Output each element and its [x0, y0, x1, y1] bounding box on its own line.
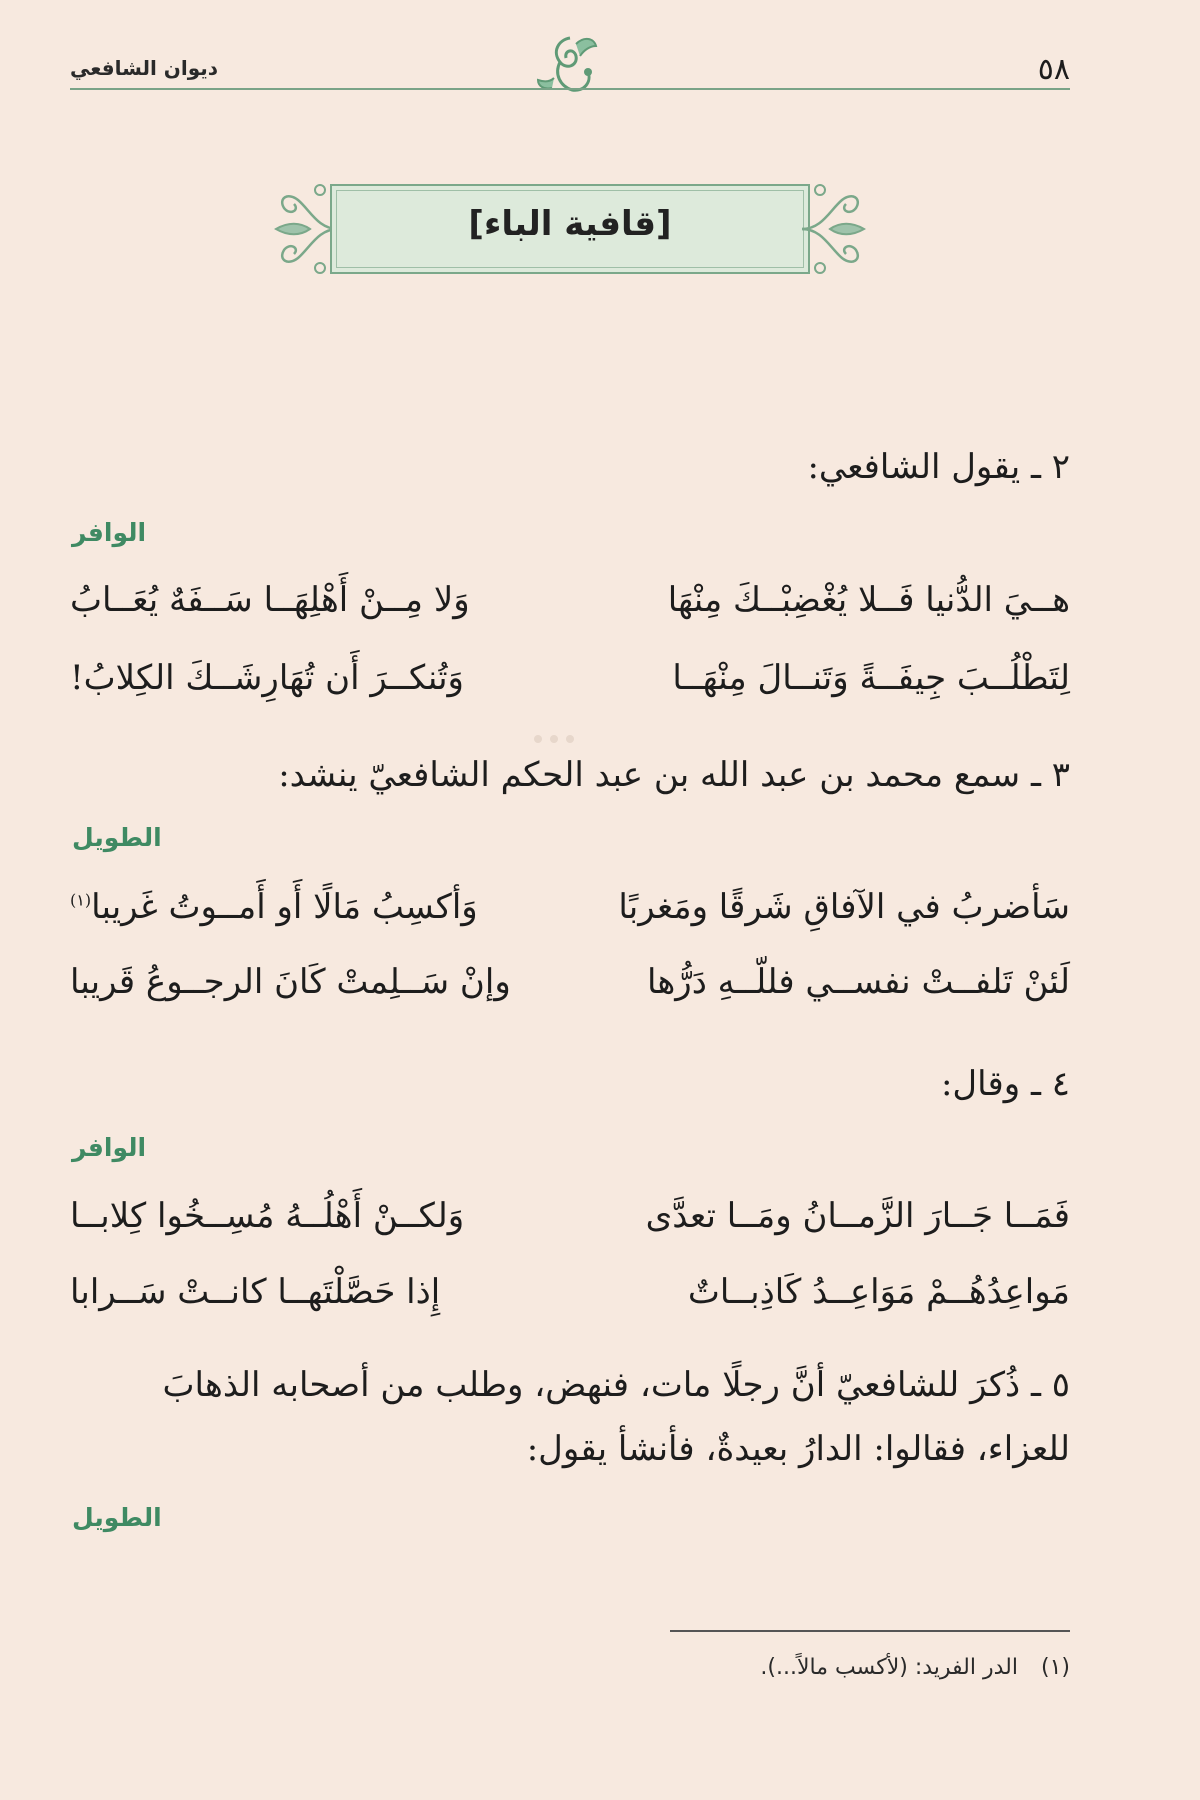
- verse-first-hemistich: مَواعِدُهُــمْ مَوَاعِــدُ كَاذِبــاتٌ: [687, 1272, 1070, 1312]
- header-divider: [70, 88, 1070, 90]
- running-header: [70, 48, 1070, 92]
- verse-line: [70, 887, 1070, 947]
- poem-intro: ٤ ـ وقال:: [940, 1064, 1070, 1104]
- meter-label: الوافر: [72, 1133, 147, 1162]
- chapter-heading-panel: [270, 170, 870, 288]
- verse-first-hemistich: سَأضربُ في الآفاقِ شَرقًا ومَغربًا: [618, 887, 1070, 927]
- right-flourish-icon: [800, 170, 870, 288]
- verse-second-hemistich: وَلا مِــنْ أَهْلِهَــا سَــفَهٌ يُعَــابُ: [70, 580, 470, 620]
- footnote-divider: [670, 1630, 1070, 1632]
- meter-label: الطويل: [72, 1503, 162, 1532]
- verse-second-hemistich: [70, 887, 540, 927]
- verse-first-hemistich: هــيَ الدُّنيا فَــلا يُغْضِبْــكَ مِنْهَا: [667, 580, 1070, 620]
- verse-line: [70, 1196, 1070, 1256]
- verse-line: [70, 1272, 1070, 1332]
- verse-line: [70, 580, 1070, 640]
- verse-first-hemistich: لِتَطْلُــبَ جِيفَــةً وَتَنــالَ مِنْهَــا: [672, 658, 1070, 698]
- page-number: ٥٨: [1037, 52, 1070, 87]
- verse-second-hemistich: وإنْ سَــلِمتْ كَانَ الرجــوعُ قَريبا: [70, 962, 511, 1002]
- verse-second-hemistich: وَتُنكــرَ أَن تُهَارِشَــكَ الكِلابُ!: [70, 658, 464, 698]
- poem-intro: ٢ ـ يقول الشافعي:: [807, 447, 1070, 487]
- footnote-marker: (١): [1040, 1655, 1070, 1680]
- chapter-title: [قافية الباء]: [468, 204, 672, 244]
- footnote-text: الدر الفريد: (لأكسب مالاً...).: [760, 1655, 1018, 1680]
- poem-intro-continued: للعزاء، فقالوا: الدارُ بعيدةٌ، فأنشأ يقول:: [526, 1429, 1070, 1469]
- footnote: [760, 1655, 1070, 1680]
- poem-intro: ٣ ـ سمع محمد بن عبد الله بن عبد الحكم الشافعيّ ينشد:: [278, 755, 1070, 795]
- verse-text: وَأكسِبُ مَالًا أَو أَمــوتُ غَريبا: [91, 887, 478, 927]
- verse-second-hemistich: إِذا حَصَّلْتَهــا كانــتْ سَــرابا: [70, 1272, 441, 1312]
- verse-line: [70, 658, 1070, 718]
- book-title: ديوان الشافعي: [70, 56, 219, 80]
- verse-first-hemistich: لَئنْ تَلفــتْ نفســي فللّــهِ دَرُّها: [647, 962, 1070, 1002]
- meter-label: الوافر: [72, 518, 147, 547]
- meter-label: الطويل: [72, 823, 162, 852]
- section-separator: [530, 728, 610, 742]
- footnote-reference[interactable]: (١): [70, 890, 92, 910]
- verse-line: [70, 962, 1070, 1022]
- verse-second-hemistich: وَلكــنْ أَهْلُــهُ مُسِــخُوا كِلابــا: [70, 1196, 465, 1236]
- verse-first-hemistich: فَمَــا جَــارَ الزَّمــانُ ومَــا تعدَّى: [645, 1196, 1070, 1236]
- poem-intro: ٥ ـ ذُكرَ للشافعيّ أنَّ رجلًا مات، فنهض، وطلب من أصحابه الذهابَ: [162, 1365, 1070, 1405]
